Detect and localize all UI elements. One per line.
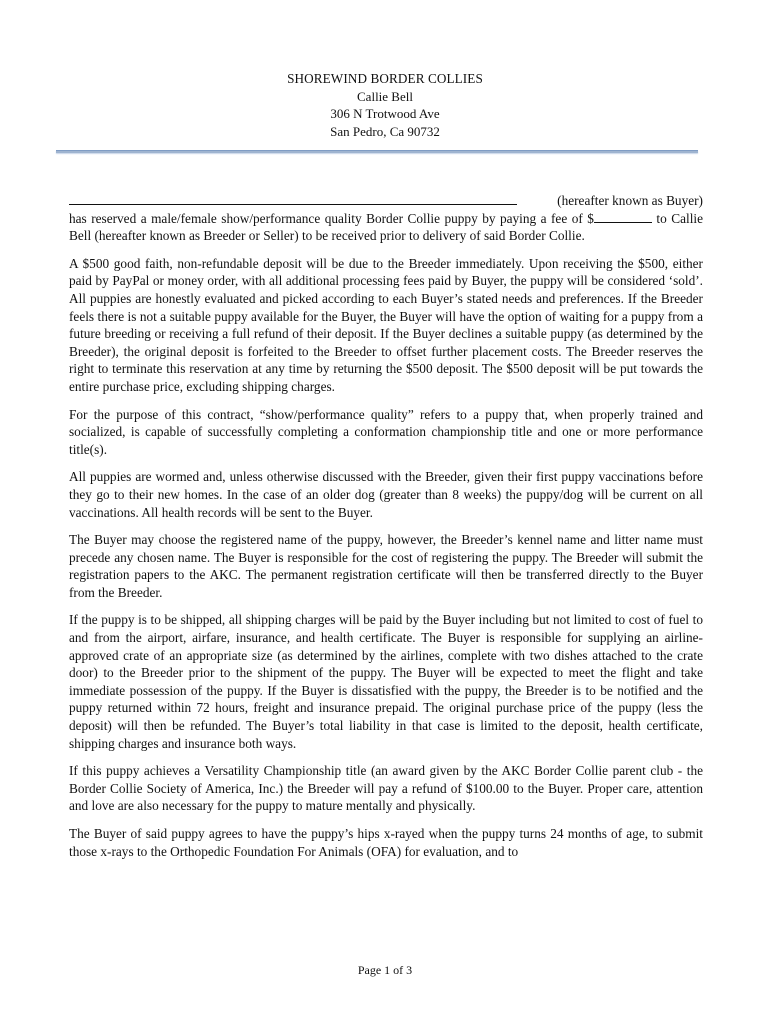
buyer-suffix: (hereafter known as Buyer) (557, 193, 703, 208)
fee-amount-blank[interactable] (594, 210, 652, 223)
business-name: SHOREWIND BORDER COLLIES (287, 71, 483, 86)
letterhead (0, 70, 770, 140)
fee-rest: to Callie Bell (hereafter known as Breeder or Seller) to be received prior to delivery of said Border Collie. (69, 210, 703, 244)
reserved-text: has reserved a male/female show/performance quality Border Collie puppy by paying a fee of (69, 210, 583, 226)
page-number: Page 1 of 3 (357, 963, 413, 977)
contract-body (69, 192, 703, 870)
address-line-2: San Pedro, Ca 90732 (330, 123, 440, 139)
address-line-1: 306 N Trotwood Ave (330, 106, 440, 121)
intro-paragraph (69, 192, 703, 245)
header-divider (56, 150, 698, 153)
fee-prefix: $ (587, 210, 594, 226)
owner-name: Callie Bell (357, 88, 413, 104)
paragraph-vaccinations: All puppies are wormed and, unless otherwise discussed with the Breeder, given their first puppy vaccinations before they go to their new homes. In the case of an older dog (greater than 8 weeks) the puppy/dog will be current on all vaccinations. All health records will be sent to the Buyer. (69, 469, 703, 520)
paragraph-xray: The Buyer of said puppy agrees to have the puppy’s hips x-rayed when the puppy turns 24 months of age, to submit those x-rays to the Orthopedic Foundation For Animals (OFA) for evaluation, and to (69, 826, 703, 859)
paragraph-versatility: If this puppy achieves a Versatility Championship title (an award given by the AKC Border Collie parent club - the Border Collie Society of America, Inc.) the Breeder will pay a refund of $100.00 to the Buyer. Proper care, attention and love are also necessary for the puppy to mature mentally and physically. (69, 763, 703, 814)
paragraph-quality: For the purpose of this contract, “show/performance quality” refers to a puppy that, when properly trained and socialized, is capable of successfully completing a conformation championship title and one or more performance title(s). (69, 406, 703, 457)
paragraph-shipping: If the puppy is to be shipped, all shipping charges will be paid by the Buyer including but not limited to cost of fuel to and from the airport, airfare, insurance, and health certificate. The Buyer is responsible for supplying an airline-approved crate of an appropriate size (as determined by the airlines, complete with two dishes attached to the crate door) to the Breeder prior to the shipment of the puppy. The Buyer will be expected to meet the flight and take immediate possession of the puppy. If the Buyer is dissatisfied with the puppy, the Breeder is to be notified and the puppy returned within 72 hours, freight and insurance prepaid. The original purchase price of the puppy (less the deposit) will then be refunded. The Buyer’s total liability in that case is limited to the deposit, health certificate, shipping charges and insurance both ways. (69, 612, 703, 751)
paragraph-deposit: A $500 good faith, non-refundable deposit will be due to the Breeder immediately. Upon receiving the $500, either paid by PayPal or money order, with all additional processing fees paid by Buyer, the puppy will be considered ‘sold’. All puppies are honestly evaluated and picked according to each Buyer’s stated needs and preferences. If the Breeder feels there is not a suitable puppy available for the Buyer, the Buyer will have the option of waiting for a puppy from a future breeding or receiving a full refund of their deposit. If the Buyer declines a suitable puppy (as determined by the Breeder), the original deposit is forfeited to the Breeder to offset further placement costs. The Breeder reserves the right to terminate this reservation at any time by returning the $500 deposit. The $500 deposit will be put towards the entire purchase price, excluding shipping charges. (69, 255, 703, 394)
paragraph-registration: The Buyer may choose the registered name of the puppy, however, the Breeder’s kennel name and litter name must precede any chosen name. The Buyer is responsible for the cost of registering the puppy. The Breeder will submit the registration papers to the AKC. The permanent registration certificate will then be transferred directly to the Buyer from the Breeder. (69, 532, 703, 600)
buyer-name-blank[interactable] (69, 192, 517, 205)
